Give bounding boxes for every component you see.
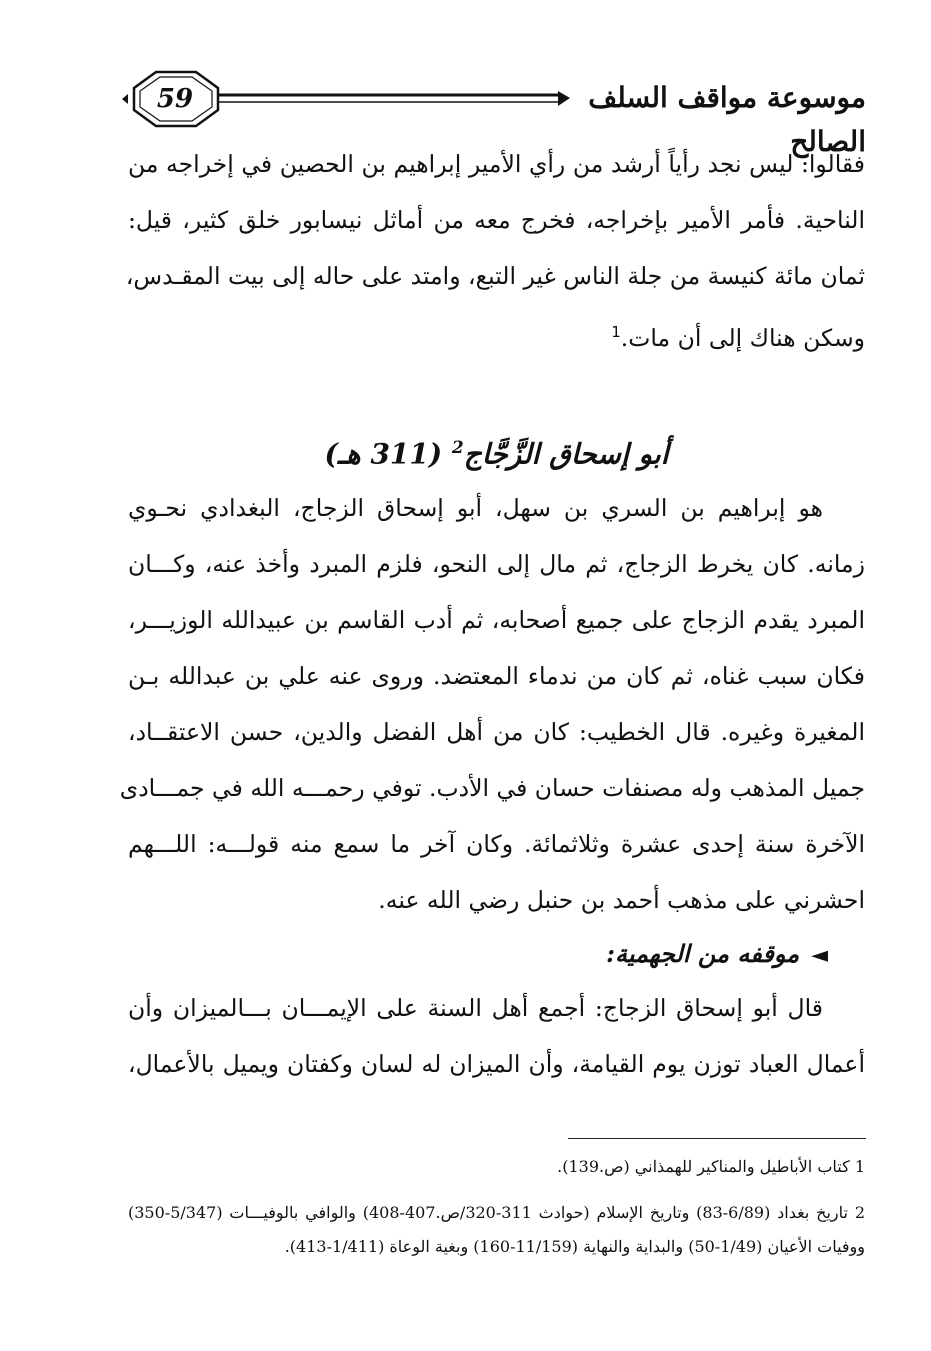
heading-footnote-marker: 2 bbox=[451, 438, 464, 458]
text-line-last bbox=[128, 304, 865, 360]
footnote-marker: 1 bbox=[611, 323, 621, 341]
footnotes bbox=[128, 1150, 865, 1264]
footnote-text: كتاب الأباطيل والمناكير للهمذاني (ص.139). bbox=[557, 1157, 850, 1176]
footnote-1 bbox=[128, 1150, 865, 1184]
footnote-2 bbox=[128, 1196, 865, 1230]
subheading bbox=[128, 932, 828, 976]
text-line: الناحية. فأمر الأمير بإخراجه، فخرج معه من أماثل نيسابور خلق كثير، قيل: bbox=[128, 206, 865, 234]
footnote-number: 1 bbox=[854, 1157, 865, 1176]
heading-name: أبو إسحاق الزَّجَّاج bbox=[463, 437, 669, 471]
page-number: 59 bbox=[156, 84, 194, 114]
text-line: فكان سبب غناه، ثم كان من ندماء المعتضد. وروى عنه علي بن عبدالله بـن bbox=[128, 662, 865, 690]
continued-paragraph bbox=[125, 136, 865, 360]
text-line: احشرني على مذهب أحمد بن حنبل رضي الله عنه. bbox=[378, 886, 865, 914]
text-line: فقالوا: ليس نجد رأياً أرشد من رأي الأمير إبراهيم بن الحصين في إخراجه من bbox=[128, 150, 865, 178]
text-line: المبرد يقدم الزجاج على جميع أصحابه، ثم أدب القاسم بن عبيدالله الوزيـــر، bbox=[128, 606, 865, 634]
text-line: الآخرة سنة إحدى عشرة وثلاثمائة. وكان آخر ما سمع منه قولـــه: اللـــهم bbox=[128, 830, 865, 858]
footnote-2-continued: ووفيات الأعيان (1/49-50) والبداية والنهاية (11/159-160) وبغية الوعاة (1/411-413). bbox=[284, 1237, 865, 1256]
text-line-content: وسكن هناك إلى أن مات. bbox=[620, 323, 865, 352]
biography-paragraph bbox=[119, 480, 865, 928]
text-line: جميل المذهب وله مصنفات حسان في الأدب. توفي رحمـــه الله في جمـــادى bbox=[119, 774, 865, 802]
arrow-icon: ◄ bbox=[811, 942, 828, 968]
stance-paragraph bbox=[128, 980, 865, 1092]
running-title: موسوعة مواقف السلف الصالح bbox=[588, 81, 866, 158]
footnote-number: 2 bbox=[854, 1203, 866, 1222]
heading-date: (311 هـ) bbox=[324, 437, 443, 471]
text-line: قال أبو إسحاق الزجاج: أجمع أهل السنة على الإيمـــان بـــالميزان وأن bbox=[128, 994, 823, 1022]
footnote-text: تاريخ بغداد (6/89-83) وتاريخ الإسلام (حوادث 311-320/ص.407-408) والوافي بالوفيـــات (5/347-350) bbox=[128, 1203, 848, 1222]
text-line: هو إبراهيم بن السري بن سهل، أبو إسحاق الزجاج، البغدادي نحـوي bbox=[128, 494, 823, 522]
text-line: ثمان مائة كنيسة من جلة الناس غير التبع، وامتد على حاله إلى بيت المقـدس، bbox=[125, 262, 865, 290]
section-heading bbox=[128, 420, 865, 476]
text-line: المغيرة وغيره. قال الخطيب: كان من أهل الفضل والدين، حسن الاعتقــاد، bbox=[128, 718, 865, 746]
text-line: أعمال العباد توزن يوم القيامة، وأن الميزان له لسان وكفتان ويميل بالأعمال، bbox=[128, 1050, 865, 1078]
subheading-text: موقفه من الجهمية: bbox=[606, 939, 800, 968]
text-line: زمانه. كان يخرط الزجاج، ثم مال إلى النحو، فلزم المبرد وأخذ عنه، وكـــان bbox=[128, 550, 865, 578]
footnote-divider bbox=[568, 1138, 866, 1139]
page-header bbox=[118, 66, 870, 158]
